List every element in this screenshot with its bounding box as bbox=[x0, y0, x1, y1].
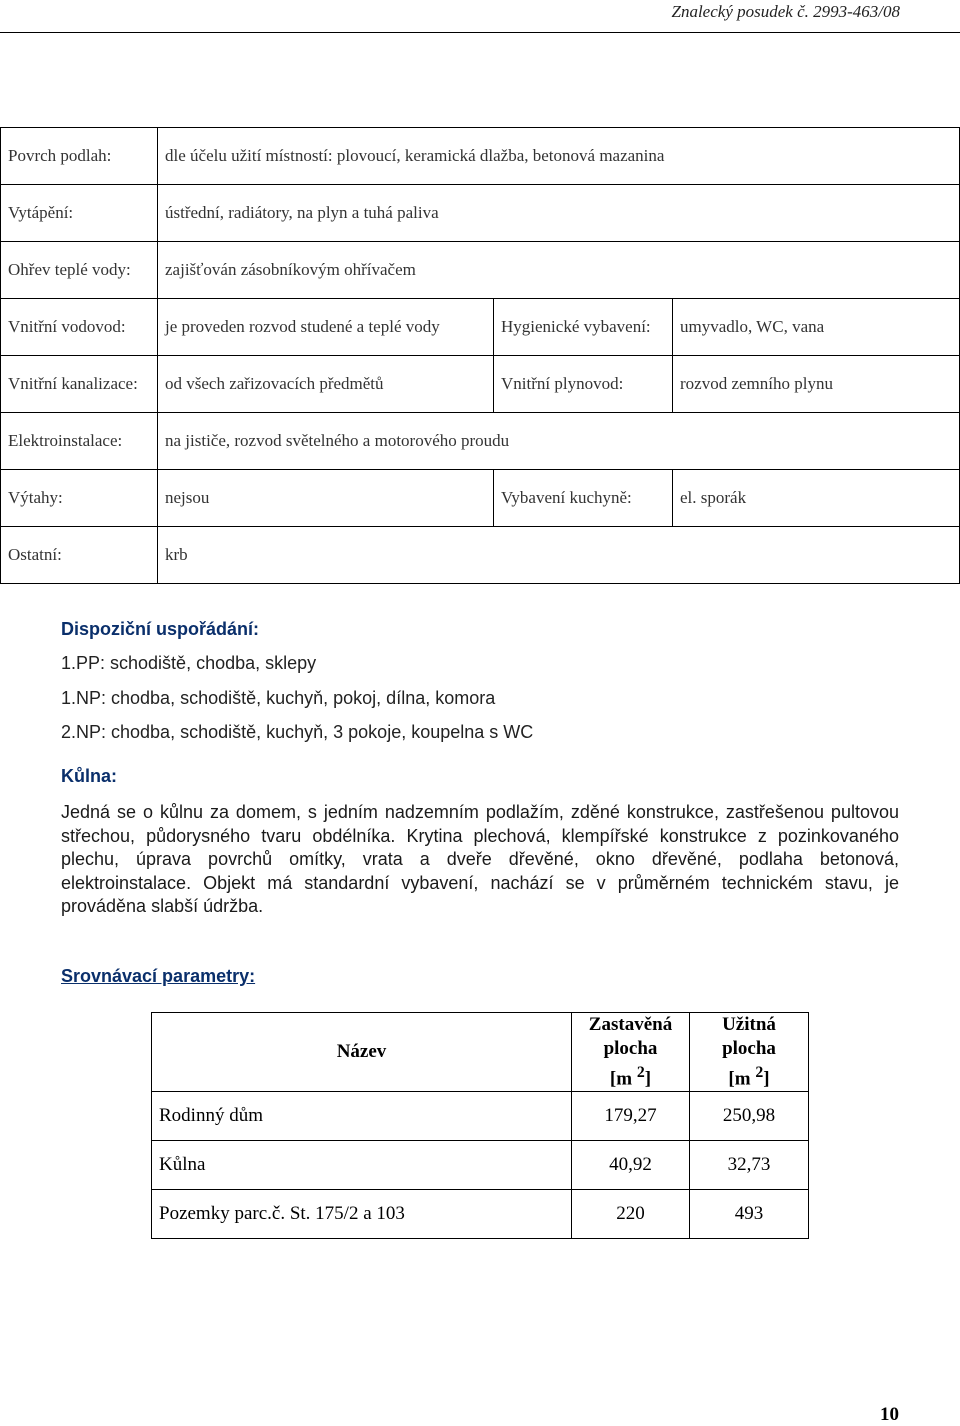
row-built-area: 179,27 bbox=[572, 1092, 690, 1141]
comparison-section-title: Srovnávací parametry: bbox=[61, 966, 256, 986]
param-value: od všech zařizovacích předmětů bbox=[158, 356, 494, 413]
param-label: Výtahy: bbox=[1, 470, 158, 527]
param-value: na jističe, rozvod světelného a motorového proudu bbox=[158, 413, 960, 470]
param-value: el. sporák bbox=[673, 470, 960, 527]
column-header-built-area: Zastavěná plocha [m $^2$] bbox=[572, 1013, 690, 1092]
param-value: ústřední, radiátory, na plyn a tuhá paliva bbox=[158, 185, 960, 242]
param-label: Vnitřní plynovod: bbox=[494, 356, 673, 413]
table-header-row bbox=[152, 1013, 809, 1092]
param-label: Ostatní: bbox=[1, 527, 158, 584]
page-number: 10 bbox=[880, 1404, 899, 1425]
row-built-area: 40,92 bbox=[572, 1141, 690, 1190]
document-reference: Znalecký posudek č. 2993-463/08 bbox=[671, 2, 900, 21]
param-label: Povrch podlah: bbox=[1, 128, 158, 185]
row-useful-area: 493 bbox=[690, 1190, 809, 1239]
table-row bbox=[152, 1092, 809, 1141]
kulna-description: Jedná se o kůlnu za domem, s jedním nadzemním podlažím, zděné konstrukce, zastřešenou pultovou střechou, půdorysného tvaru obdélníka. Krytina plechová, klempířské konstrukce z pozinkovaného plechu, úprava povrchů omítky, vrata a dveře dřevěné, okno dřevěné, podlaha betonová, elektroinstalace. Objekt má standardní vybavení, nachází se v průměrném technickém stavu, je prováděna slabší údržba. bbox=[61, 802, 899, 916]
param-value: zajišťován zásobníkovým ohřívačem bbox=[158, 242, 960, 299]
param-value: je proveden rozvod studené a teplé vody bbox=[158, 299, 494, 356]
comparison-table bbox=[151, 1012, 809, 1239]
layout-line: 2.NP: chodba, schodiště, kuchyň, 3 pokoje, koupelna s WC bbox=[61, 722, 534, 742]
header-divider bbox=[0, 32, 960, 33]
column-header-useful-area: Užitná plocha [m $^2$] bbox=[690, 1013, 809, 1092]
layout-line: 1.NP: chodba, schodiště, kuchyň, pokoj, dílna, komora bbox=[61, 688, 496, 708]
param-label: Vytápění: bbox=[1, 185, 158, 242]
row-built-area: 220 bbox=[572, 1190, 690, 1239]
table-row bbox=[1, 527, 960, 584]
table-row bbox=[1, 128, 960, 185]
table-row bbox=[1, 185, 960, 242]
row-name: Pozemky parc.č. St. 175/2 a 103 bbox=[152, 1190, 572, 1239]
param-label: Hygienické vybavení: bbox=[494, 299, 673, 356]
kulna-section-title: Kůlna: bbox=[61, 766, 117, 786]
param-value: nejsou bbox=[158, 470, 494, 527]
building-parameters-table bbox=[0, 127, 960, 584]
column-header-name: Název bbox=[152, 1013, 572, 1092]
table-row bbox=[1, 299, 960, 356]
row-name: Rodinný dům bbox=[152, 1092, 572, 1141]
layout-section-title: Dispoziční uspořádání: bbox=[61, 619, 260, 639]
table-row bbox=[1, 356, 960, 413]
row-useful-area: 250,98 bbox=[690, 1092, 809, 1141]
row-name: Kůlna bbox=[152, 1141, 572, 1190]
layout-line: 1.PP: schodiště, chodba, sklepy bbox=[61, 653, 317, 673]
param-value: umyvadlo, WC, vana bbox=[673, 299, 960, 356]
param-value: dle účelu užití místností: plovoucí, keramická dlažba, betonová mazanina bbox=[158, 128, 960, 185]
param-value: rozvod zemního plynu bbox=[673, 356, 960, 413]
param-label: Vnitřní vodovod: bbox=[1, 299, 158, 356]
param-label: Vnitřní kanalizace: bbox=[1, 356, 158, 413]
table-row bbox=[152, 1190, 809, 1239]
param-label: Ohřev teplé vody: bbox=[1, 242, 158, 299]
table-row bbox=[1, 413, 960, 470]
table-row bbox=[1, 242, 960, 299]
table-row bbox=[152, 1141, 809, 1190]
param-label: Elektroinstalace: bbox=[1, 413, 158, 470]
table-row bbox=[1, 470, 960, 527]
param-label: Vybavení kuchyně: bbox=[494, 470, 673, 527]
param-value: krb bbox=[158, 527, 960, 584]
row-useful-area: 32,73 bbox=[690, 1141, 809, 1190]
